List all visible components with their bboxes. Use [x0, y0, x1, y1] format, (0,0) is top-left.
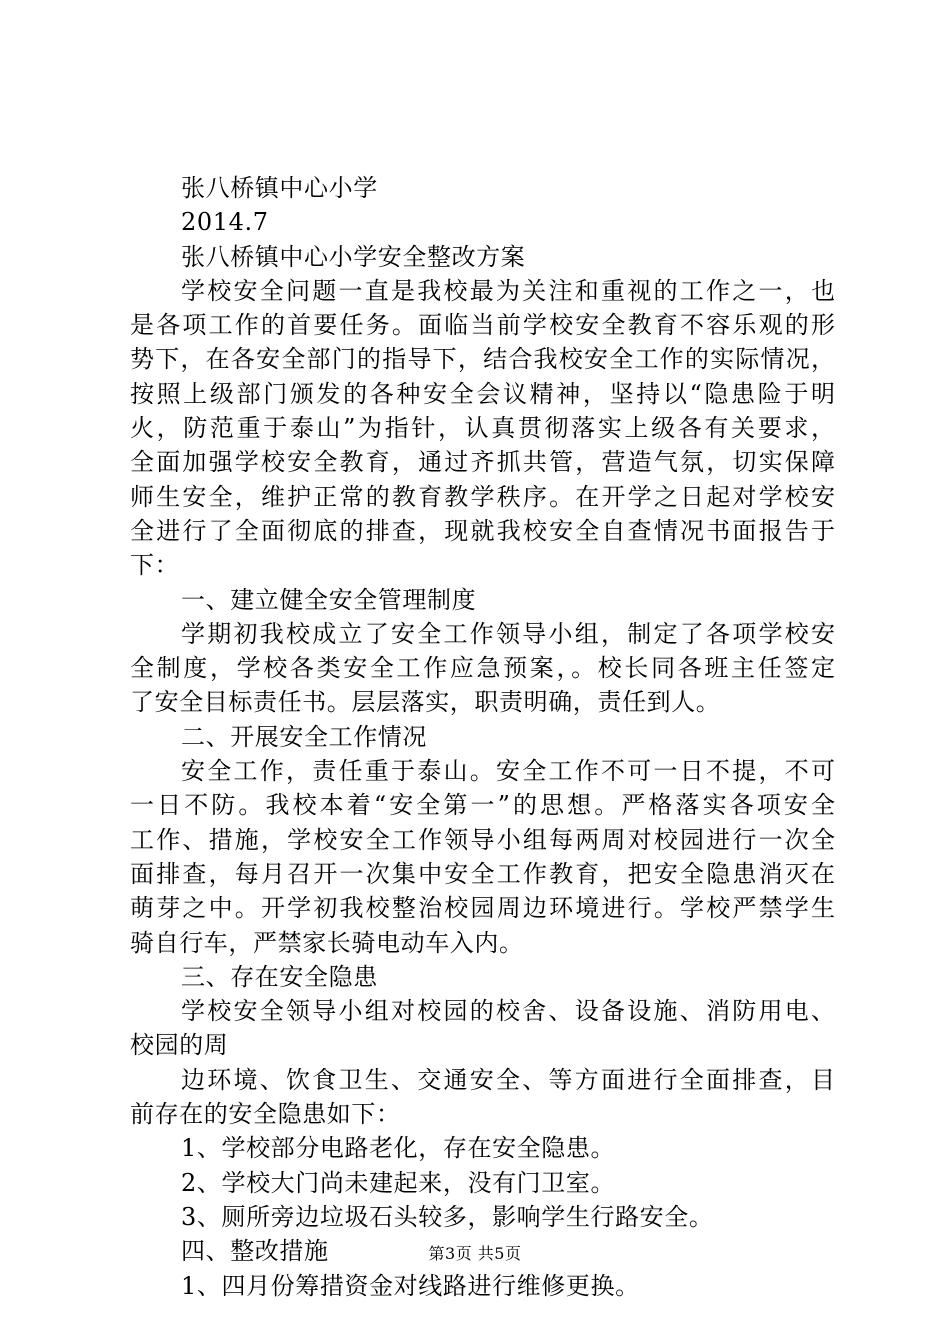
paragraph-line: 学校安全领导小组对校园的校舍、设备设施、消防用电、 [181, 997, 835, 1026]
paragraph-line: 前存在的安全隐患如下： [130, 1100, 401, 1129]
paragraph-line: 面排查，每月召开一次集中安全工作教育，把安全隐患消灭在 [130, 859, 835, 888]
paragraph-line: 一日不防。我校本着“安全第一”的思想。严格落实各项安全 [130, 791, 835, 820]
paragraph-line: 下： [130, 551, 180, 580]
paragraph-line: 势下，在各安全部门的指导下，结合我校安全工作的实际情况， [130, 345, 835, 374]
list-item: 2、学校大门尚未建起来，没有门卫室。 [181, 1168, 616, 1197]
paragraph-line: 工作、措施，学校安全工作领导小组每两周对校园进行一次全 [130, 825, 835, 854]
paragraph-line: 按照上级部门颁发的各种安全会议精神，坚持以“隐患险于明 [130, 379, 835, 408]
paragraph-line: 骑自行车，严禁家长骑电动车入内。 [130, 928, 524, 957]
paragraph-line: 学期初我校成立了安全工作领导小组，制定了各项学校安 [181, 619, 835, 648]
paragraph-line: 是各项工作的首要任务。面临当前学校安全教育不容乐观的形 [130, 311, 835, 340]
paragraph-line: 学校安全问题一直是我校最为关注和重视的工作之一，也 [181, 276, 835, 305]
document-body [130, 171, 835, 1303]
paragraph-line: 全进行了全面彻底的排查，现就我校安全自查情况书面报告于 [130, 516, 835, 545]
school-name: 张八桥镇中心小学 [181, 174, 378, 202]
section-heading: 二、开展安全工作情况 [181, 722, 427, 751]
list-item: 1、学校部分电路老化，存在安全隐患。 [181, 1134, 616, 1163]
paragraph-line: 师生安全，维护正常的教育教学秩序。在开学之日起对学校安 [130, 482, 835, 511]
paragraph-line: 全制度，学校各类安全工作应急预案，。校长同各班主任签定 [130, 654, 835, 683]
paragraph-line: 边环境、饮食卫生、交通安全、等方面进行全面排查，目 [181, 1065, 835, 1094]
document-date: 2014.7 [181, 208, 269, 237]
section-heading: 三、存在安全隐患 [181, 962, 378, 991]
section-heading: 四、整改措施 [181, 1237, 329, 1266]
paragraph-line: 火，防范重于泰山”为指针，认真贯彻落实上级各有关要求， [130, 414, 835, 443]
paragraph-line: 安全工作，责任重于泰山。安全工作不可一日不提，不可 [181, 757, 835, 786]
list-item: 3、厕所旁边垃圾石头较多，影响学生行路安全。 [181, 1202, 714, 1231]
page-number: 第3页 共5页 [428, 1244, 522, 1263]
paragraph-line: 全面加强学校安全教育，通过齐抓共管，营造气氛，切实保障 [130, 448, 835, 477]
paragraph-line: 萌芽之中。开学初我校整治校园周边环境进行。学校严禁学生 [130, 894, 835, 923]
paragraph-line: 校园的周 [130, 1031, 229, 1060]
paragraph-line: 了安全目标责任书。层层落实，职责明确，责任到人。 [130, 688, 721, 717]
document-title: 张八桥镇中心小学安全整改方案 [181, 242, 526, 271]
list-item: 1、四月份筹措资金对线路进行维修更换。 [181, 1271, 640, 1300]
section-heading: 一、建立健全安全管理制度 [181, 585, 477, 614]
